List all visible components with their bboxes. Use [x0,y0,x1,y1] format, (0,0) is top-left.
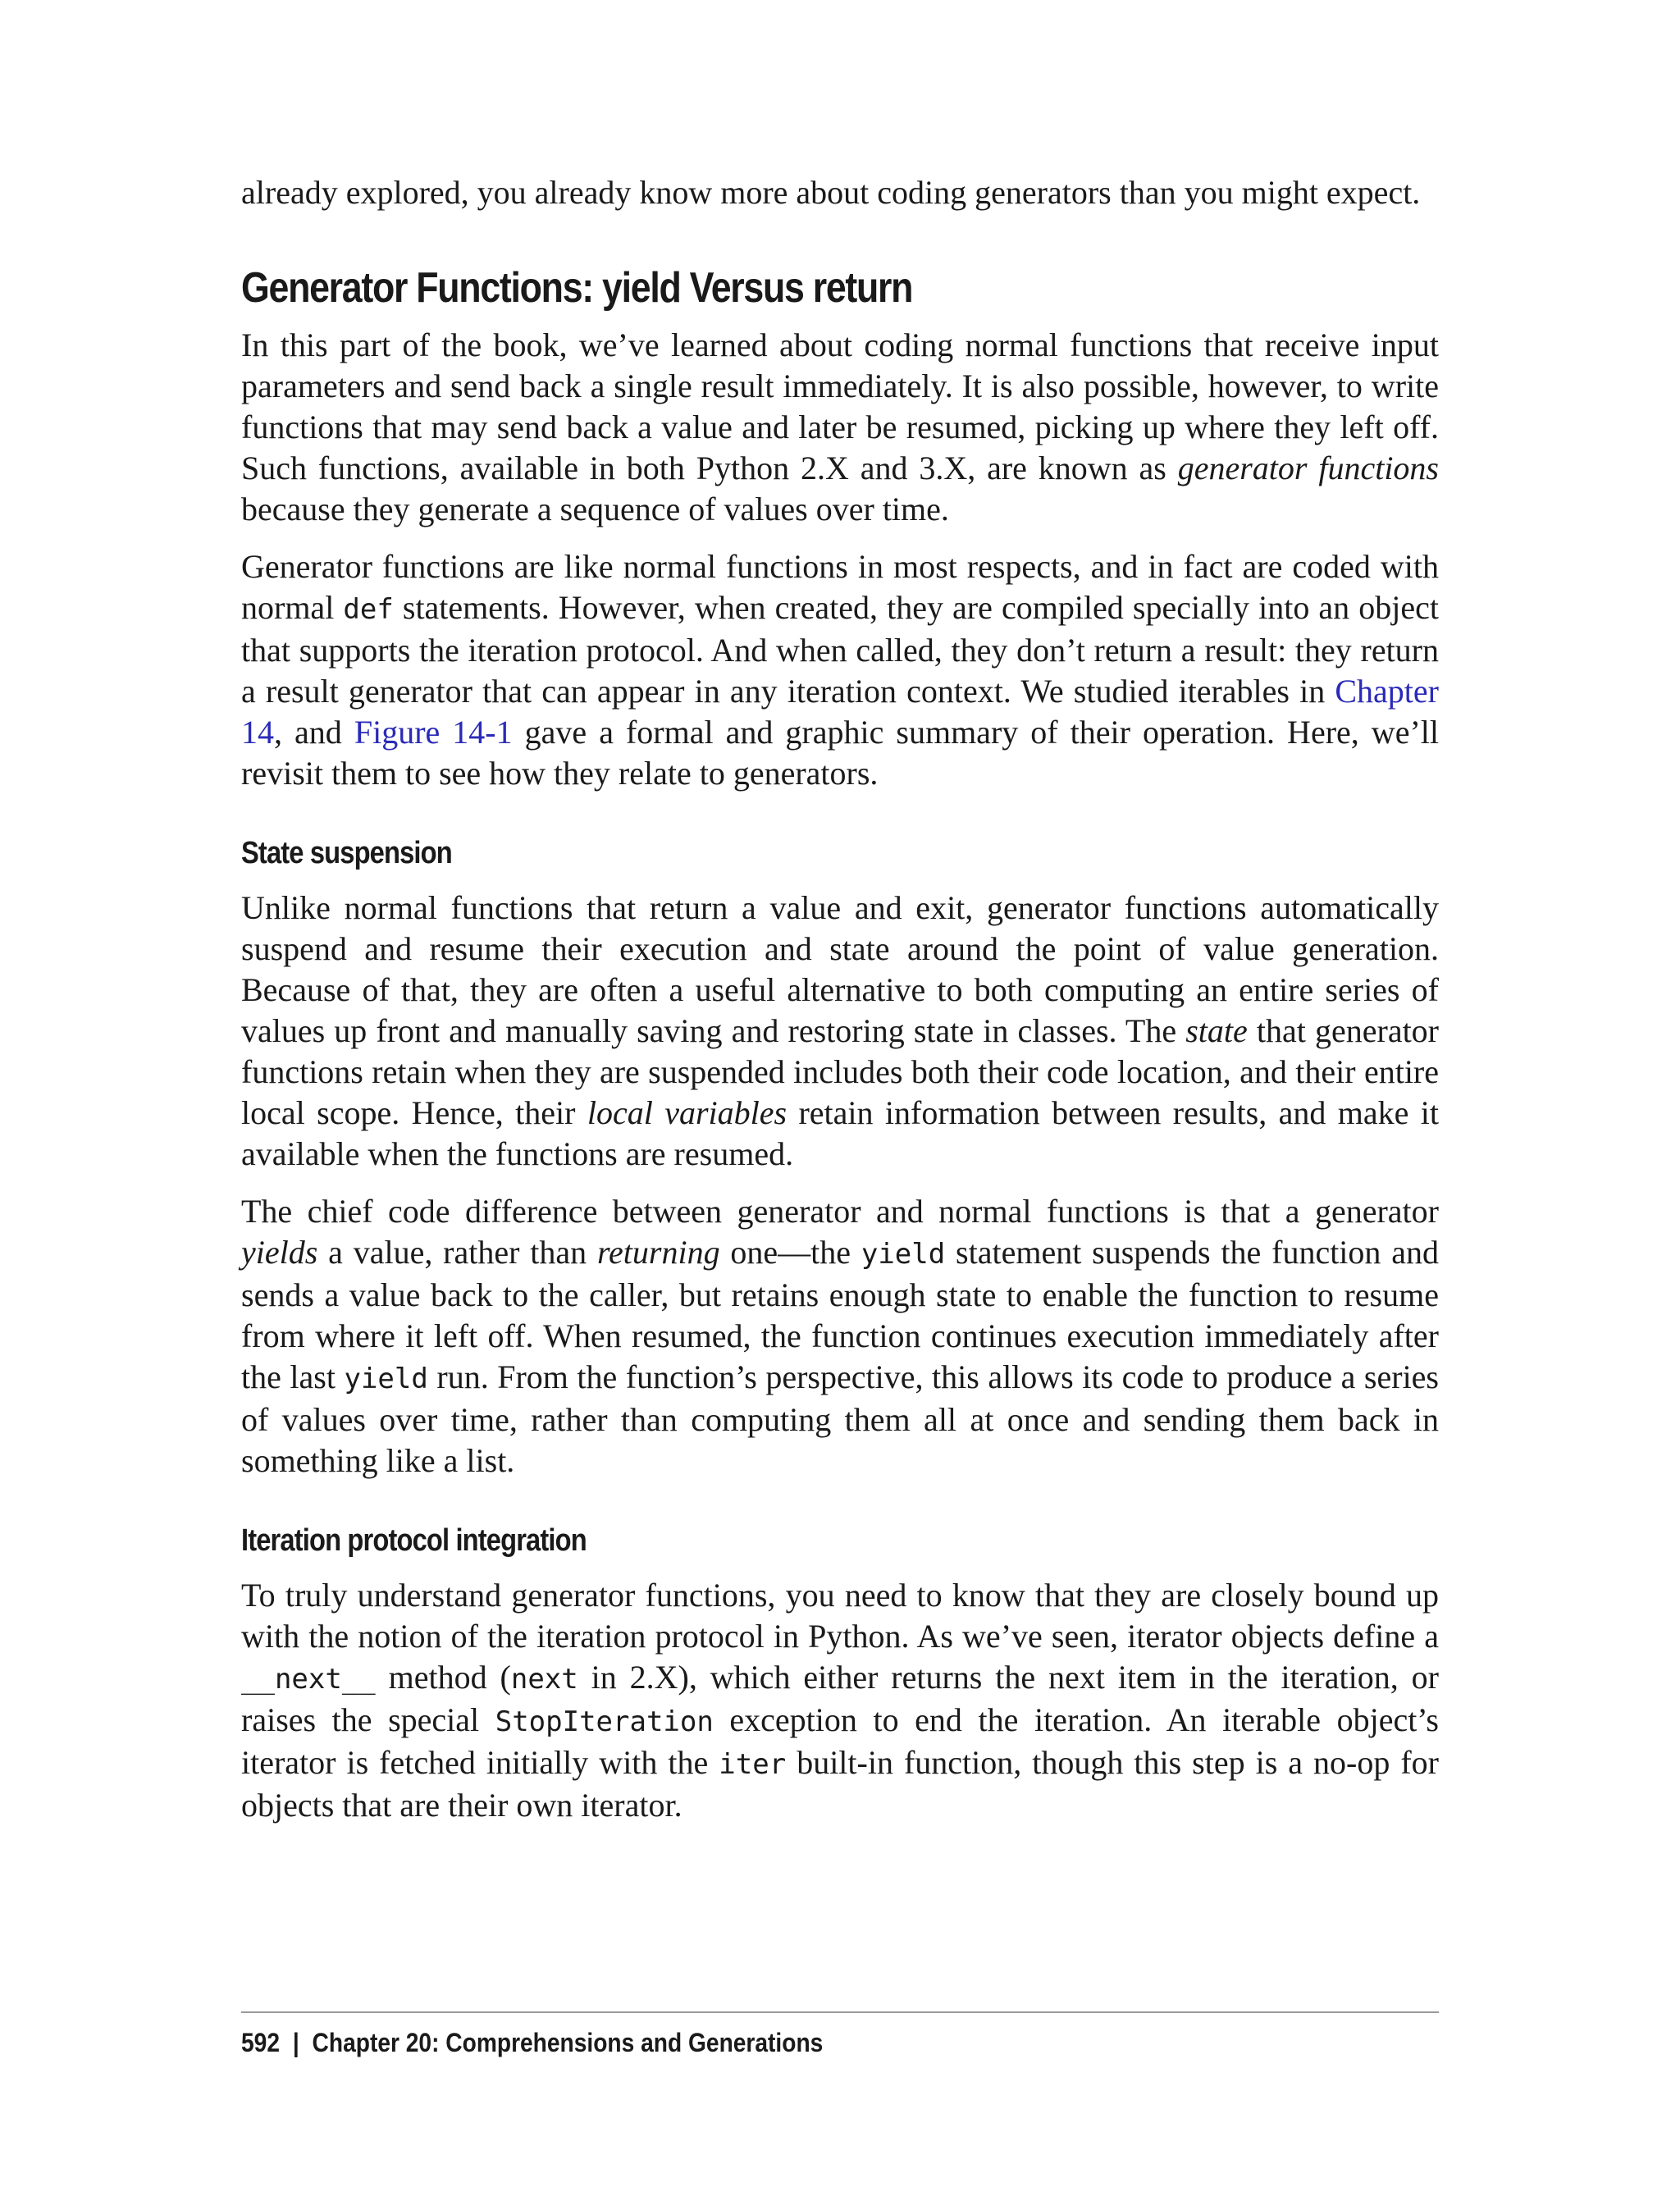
code-dunder-next: __next__ [241,1663,376,1696]
code-yield-2: yield [344,1363,428,1395]
link-chapter-14[interactable]: Chapter 14 [241,673,1439,751]
page-number: 592 [241,2028,280,2057]
code-def: def [343,593,394,626]
page-footer [241,2025,823,2061]
emphasis-local-variables: local variables [587,1094,788,1131]
footer-separator: | [292,2028,299,2057]
code-stopiteration: StopIteration [495,1705,714,1738]
footer-rule [241,2011,1439,2013]
paragraph-state-suspension: Unlike normal functions that return a value and exit, generator functions automatically suspend and resume their execution and state around the point of value generation. Because of that, they are often a useful alternative to both computing an entire series of values up front and manually saving and restoring state in classes. The state that generator functions retain when they are suspended includes both their code location, and their entire local scope. Hence, their local variables retain information between results, and make it available when the functions are resumed. [241,889,1440,1172]
intro-paragraph: already explored, you already know more about coding generators than you might expect. [241,174,1421,211]
paragraph-yield-difference: The chief code difference between generator and normal functions is that a generator yields a value, rather than returning one—the yield statement suspends the function and sends a value back to the caller, but retains enough state to enable the function to resume from where it left off. When resumed, the function continues execution immediately after the last yield run. From the function’s perspective, this allows its code to produce a series of values over time, rather than computing them all at once and sending them back in something like a list. [241,1193,1439,1479]
code-yield: yield [861,1238,946,1271]
link-figure-14-1[interactable]: Figure 14-1 [354,714,513,751]
paragraph-generator-intro: In this part of the book, we’ve learned about coding normal functions that receive input parameters and send back a single result immediately. It is also possible, however, to write functions that may send back a value and later be resumed, picking up where they left off. Such functions, available in both Python 2.X and 3.X, are known as generator functions because they generate a sequence of values over time. [241,326,1439,527]
paragraph-generator-def: Generator functions are like normal functions in most respects, and in fact are coded with normal def statements. However, when created, they are compiled specially into an object that supports the iteration protocol. And when called, they don’t return a result: they return a result generator that can appear in any iteration context. We studied iterables in Chapter 14, and Figure 14-1 gave a formal and graphic summary of their operation. Here, we’ll revisit them to see how they relate to generators. [241,548,1439,792]
paragraph-iteration-protocol: To truly understand generator functions, you need to know that they are closely bound up with the notion of the iteration protocol in Python. As we’ve seen, iterator objects define a __next__ method (next in 2.X), which either returns the next item in the iteration, or raises the special StopIteration exception to end the iteration. An iterable object’s iterator is fetched initially with the iter built-in function, though this step is a no-op for objects that are their own iterator. [241,1577,1440,1824]
emphasis-returning: returning [596,1234,720,1271]
chapter-title: Chapter 20: Comprehensions and Generations [312,2028,824,2057]
code-iter: iter [719,1748,787,1781]
subheading-iteration-protocol: Iteration protocol integration [241,1523,587,1558]
section-heading: Generator Functions: yield Versus return [241,264,913,312]
subheading-state-suspension: State suspension [241,836,452,870]
code-next: next [510,1663,578,1696]
page-content [241,172,1439,1842]
emphasis-yields: yields [241,1234,318,1271]
emphasis-state: state [1185,1012,1248,1049]
emphasis-generator-functions: generator functions [1177,450,1439,486]
